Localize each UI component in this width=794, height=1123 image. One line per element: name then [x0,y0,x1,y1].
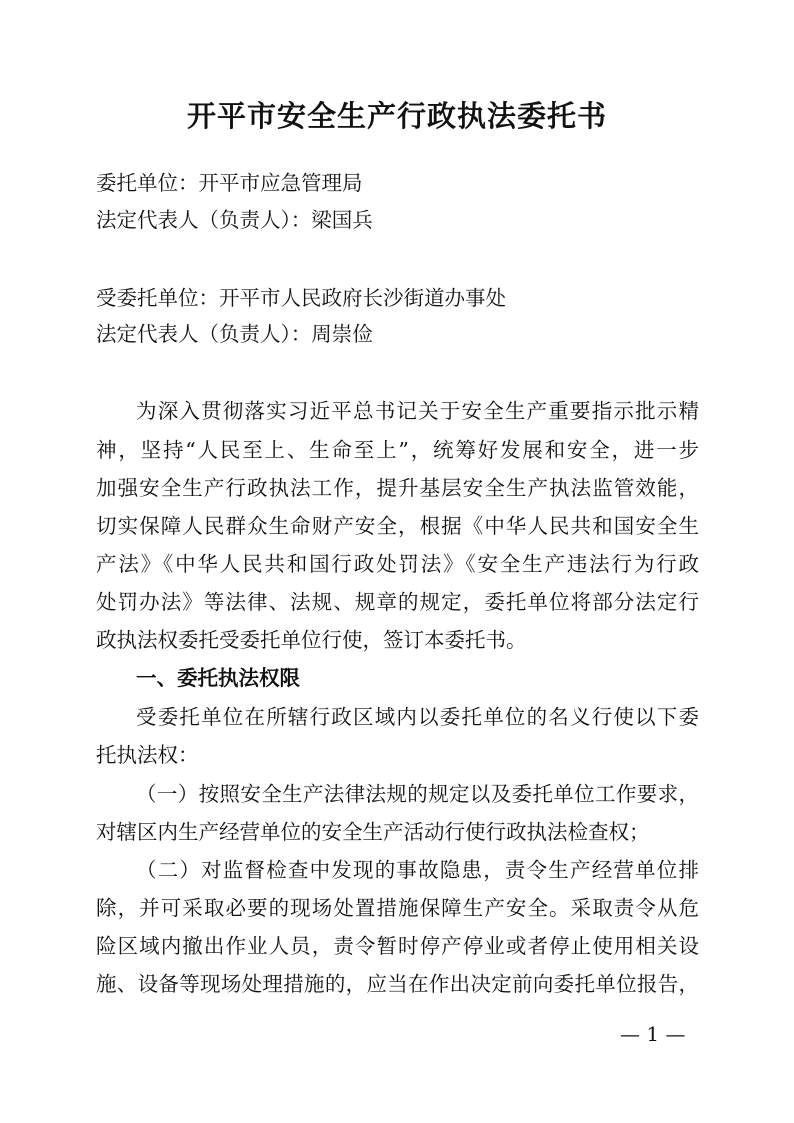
item2-line-3: 险区域内撤出作业人员，责令暂时停产停业或者停止使用相关设 [96,934,699,958]
section1-line-1: 受委托单位在所辖行政区域内以委托单位的名义行使以下委 [136,705,699,729]
agent-unit: 受委托单位：开平市人民政府长沙街道办事处 [96,286,506,310]
principal-representative: 法定代表人（负责人）：梁国兵 [96,208,373,232]
intro-line-3: 加强安全生产行政执法工作，提升基层安全生产执法监管效能， [96,476,699,500]
section1-line-2: 托执法权： [96,743,199,767]
page-number: — 1 — [620,1022,686,1046]
intro-line-7: 政执法权委托受委托单位行使，签订本委托书。 [96,628,527,652]
document-title: 开平市安全生产行政执法委托书 [186,99,607,133]
item2-line-1: （二）对监督检查中发现的事故隐患，责令生产经营单位排 [136,858,699,882]
intro-line-2: 神，坚持“人民至上、生命至上”，统筹好发展和安全，进一步 [96,438,699,462]
section-heading: 一、委托执法权限 [136,666,300,690]
agent-representative: 法定代表人（负责人）：周崇俭 [96,322,373,346]
intro-line-5: 产法》《中华人民共和国行政处罚法》《安全生产违法行为行政 [96,552,699,576]
item2-line-2: 除，并可采取必要的现场处置措施保障生产安全。采取责令从危 [96,896,699,920]
intro-line-4: 切实保障人民群众生命财产安全，根据《中华人民共和国安全生 [96,514,699,538]
item2-line-4: 施、设备等现场处理措施的，应当在作出决定前向委托单位报告， [96,972,699,996]
intro-line-6: 处罚办法》等法律、法规、规章的规定，委托单位将部分法定行 [96,590,699,614]
item1-line-2: 对辖区内生产经营单位的安全生产活动行使行政执法检查权； [96,820,650,844]
intro-line-1: 为深入贯彻落实习近平总书记关于安全生产重要指示批示精 [136,399,699,423]
principal-unit: 委托单位：开平市应急管理局 [96,171,363,195]
item1-line-1: （一）按照安全生产法律法规的规定以及委托单位工作要求， [136,782,699,806]
